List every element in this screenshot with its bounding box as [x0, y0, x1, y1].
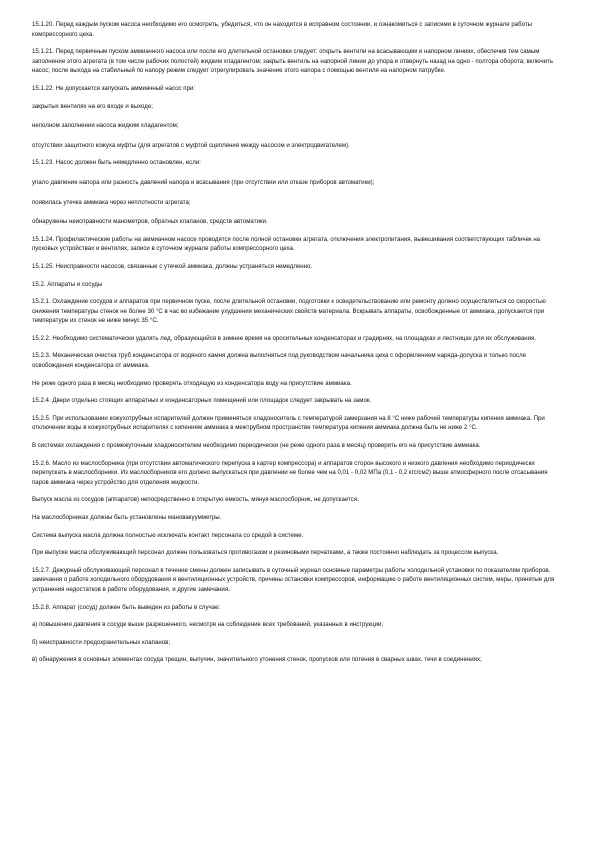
- paragraph: 15.1.25. Неисправности насосов, связанные с утечкой аммиака, должны устраняться немедленно.: [32, 262, 313, 270]
- paragraph: 15.2.2. Необходимо систематически удалять лед, образующийся в зимнее время на оросительных конденсаторах и градирнях, на площадках и лестницах для их обслуживания.: [32, 334, 537, 342]
- paragraph: В системах охлаждения с промежуточным хладоносителем необходимо периодически (не реже одного раза в месяц) проверять его на присутствие аммиака.: [32, 442, 481, 450]
- paragraph: 15.2.5. При использовании кожухотрубных испарителей должен применяться хладоноситель с температурой замерзания на 8 °С ниже рабочей температуры кипения аммиака. При отключении воды в кожухотрубных испарителях с кипением аммиака в межтрубном пространстве температура кипения аммиака должна быть не ниже 2 °С.: [32, 414, 545, 432]
- paragraph: 15.1.20. Перед каждым пуском насоса необходимо его осмотреть, убедиться, что он находится в исправном состоянии, и ознакомиться с записями в суточном журнале работы компрессорного цеха.: [32, 21, 533, 38]
- paragraph: а) повышения давления в сосуде выше разрешенного, несмотря на соблюдение всех требований, указанных в инструкции;: [32, 621, 384, 629]
- paragraph: 15.2.3. Механическая очистка труб конденсатора от водяного камня должна выполняться под руководством начальника цеха с оформлением наряда-допуска и только после освобождения конденсатора от аммиака.: [32, 352, 527, 370]
- paragraph: 15.1.21. Перед первичным пуском аммиачного насоса или после его длительной остановки следует: открыть вентили на всасывающем и напорном линиях, обеспечив тем самым заполнение этого агрегата (в том числе рабочих полостей) жидким хладагентом; закрыть вентиль на напорной линии до упора и отвернуть назад на одно - полтора оборота; включить насос; после выхода на стабильный по напору режим следует отрегулировать значение этого напора с помощью вентиля на напорном патрубке.: [32, 48, 553, 75]
- paragraph: в) обнаружения в основных элементах сосуда трещин, выпучин, значительного утонения стенок, пропусков или потения в сварных швах, течи в соединениях;: [32, 656, 482, 664]
- paragraph: Не реже одного раза в месяц необходимо проверять отходящую из конденсатора воду на присутствие аммиака.: [32, 379, 352, 387]
- paragraph: 15.2.4. Двери отдельно стоящих аппаратных и конденсаторных помещений или площадок следует закрывать на замок.: [32, 397, 372, 405]
- paragraph: Система выпуска масла должна полностью исключать контакт персонала со средой в системе.: [32, 531, 304, 539]
- paragraph: 15.2.6. Масло из маслосборника (при отсутствии автоматического перепуска в картер компрессора) и аппаратов сторон высокого и низкого давления необходимо периодически перепускать в маслосборники. Из маслосборников его должно выпускаться при давлении не более чем на 0,01 - 0,02 МПа (0,1 - 0,2 кгс/см2) выше атмосферного после отсасывания паров аммиака через устройство для отделения жидкости.: [32, 459, 548, 486]
- paragraph: 15.2.7. Дежурный обслуживающий персонал в течение смены должен записывать в суточный журнал основные параметры работы холодильной установки по показателям приборов, замечания о работе холодильного оборудования и вентиляционных устройств, причины остановки компрессоров, информацию о работе вентиляционных систем, меры, принятые для устранения недостатков в работе оборудования, и другие замечания.: [32, 566, 555, 593]
- paragraph: упало давление напора или разность давлений напора и всасывания (при отсутствии или отказе приборов автоматики);: [32, 178, 375, 186]
- paragraph: 15.1.23. Насос должен быть немедленно остановлен, если:: [32, 159, 201, 167]
- paragraph: появилась утечка аммиака через неплотности агрегата;: [32, 198, 191, 206]
- paragraph: Выпуск масла из сосудов (аппаратов) непосредственно в открытую емкость, минуя маслосборник, не допускается.: [32, 496, 359, 504]
- paragraph: неполном заполнении насоса жидким хладагентом;: [32, 122, 179, 130]
- paragraph: 15.1.22. Не допускается запускать аммиачный насос при:: [32, 84, 196, 92]
- paragraph: закрытых вентилях на его входе и выходе;: [32, 102, 153, 110]
- paragraph: 15.1.24. Профилактические работы на аммиачном насосе проводятся после полной остановки агрегата, отключения электропитания, вывешивания соответствующих табличек на пусковых устройствах и вентилях, записи в суточном журнале работы компрессорного цеха.: [32, 235, 541, 253]
- paragraph: обнаружены неисправности манометров, обратных клапанов, средств автоматики.: [32, 218, 268, 226]
- paragraph: 15.2.8. Аппарат (сосуд) должен быть выведен из работы в случае:: [32, 603, 221, 611]
- paragraph: отсутствии защитного кожуха муфты (для агрегатов с муфтой сцепления между насосом и электродвигателем).: [32, 141, 350, 149]
- paragraph: б) неисправности предохранительных клапанов;: [32, 638, 171, 646]
- section-heading: 15.2. Аппараты и сосуды: [32, 280, 103, 288]
- paragraph: При выпуске масла обслуживающий персонал должен пользоваться противогазом и резиновыми перчатками, а также постоянно наблюдать за процессом выпуска.: [32, 549, 499, 557]
- paragraph: 15.2.1. Охлаждение сосудов и аппаратов при первичном пуске, после длительной остановки, подготовки к освидетельствованию или ремонту должно осуществляться со скоростью снижения температуры стенок не более 30 °С в час во избежание ухудшения механических свойств материала. Вскрывать аппараты, освобожденные от аммиака, допускается при температуре их стенок не ниже минус 35 °С.: [32, 298, 546, 325]
- paragraph: На маслосборниках должны быть установлены мановакуумметры.: [32, 514, 222, 521]
